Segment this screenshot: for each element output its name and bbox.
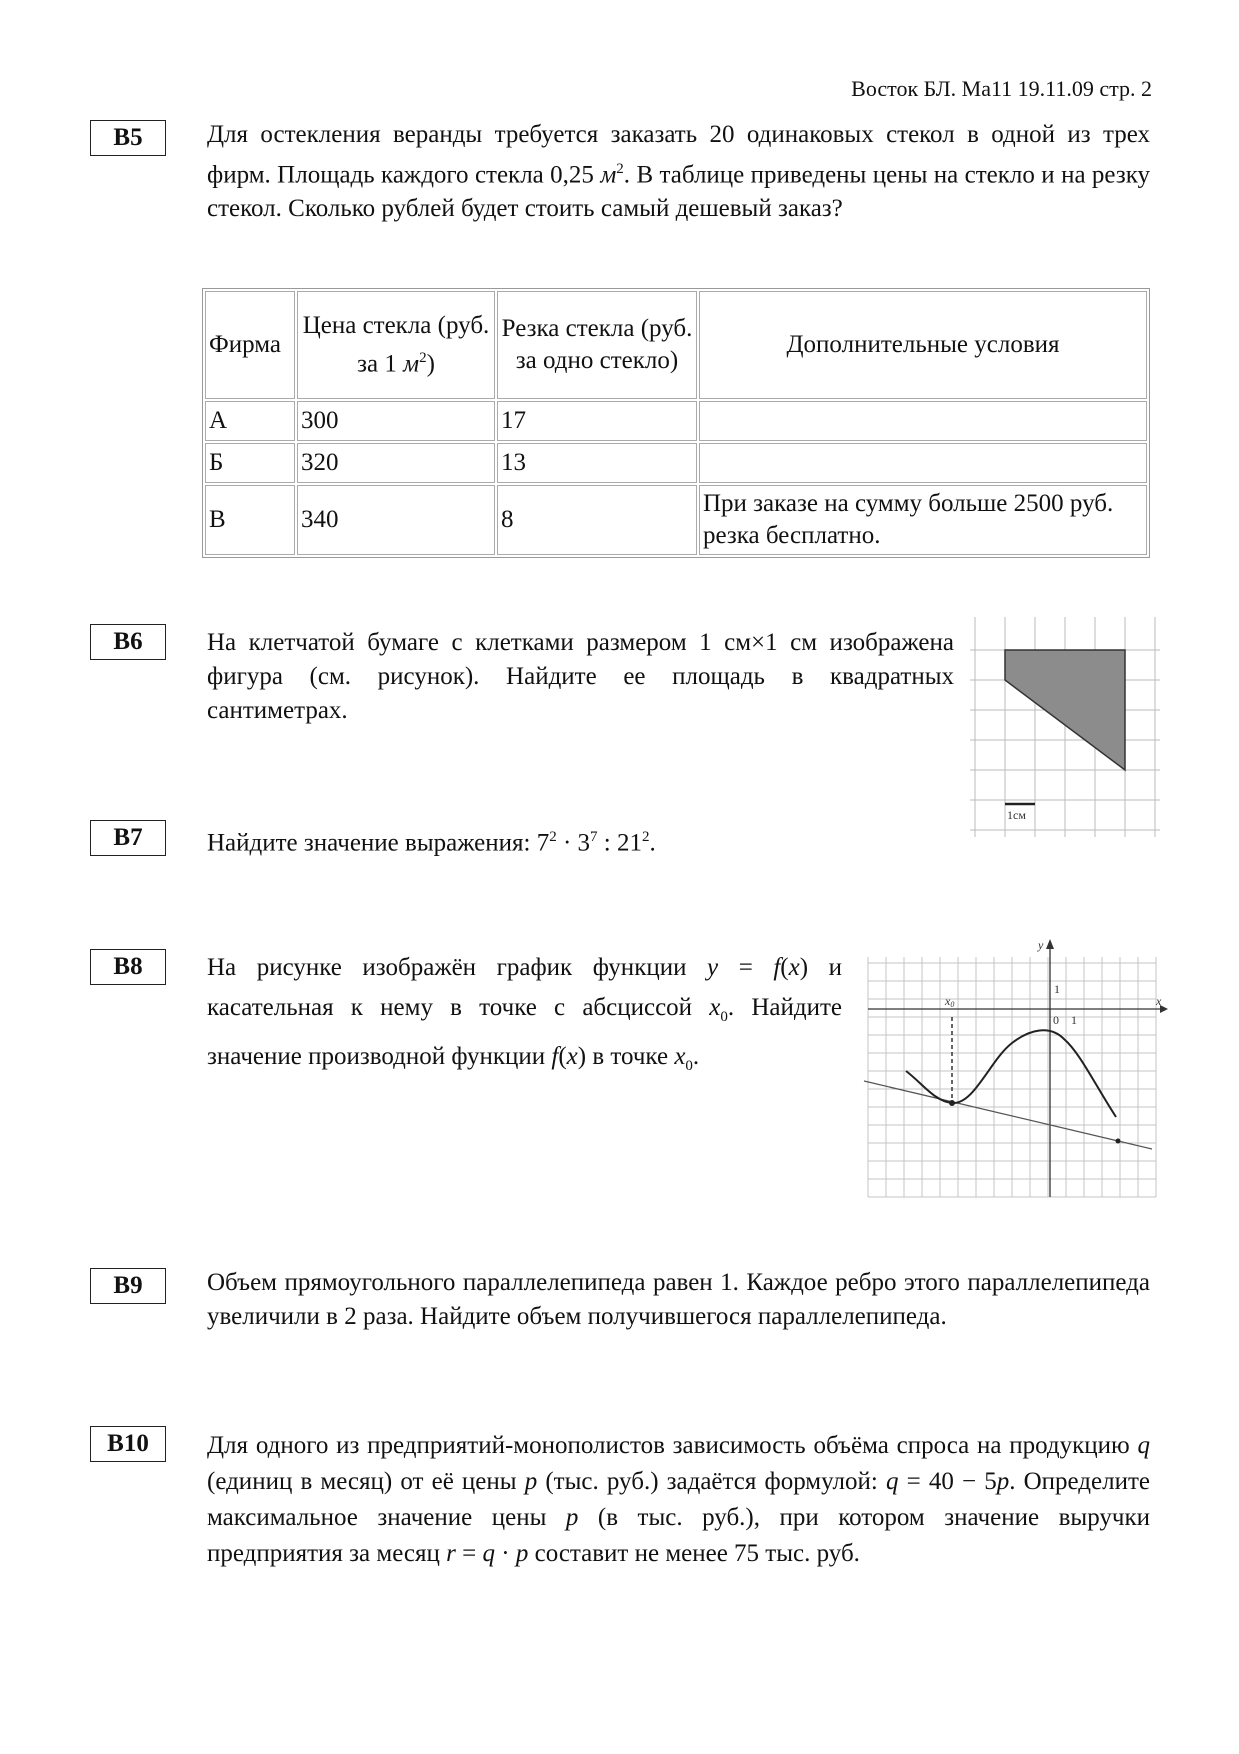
cell-firm: Б	[205, 443, 295, 483]
task-b6-text: На клетчатой бумаге с клетками размером 1 см×1 см изображена фигура (см. рисунок). Найдите ее площадь в квадратных сантиметрах.	[207, 629, 954, 724]
scale-label: 1см	[1007, 808, 1026, 822]
page-header: Восток БЛ. Ма11 19.11.09 стр. 2	[851, 76, 1152, 101]
cell-cutting: 17	[497, 401, 697, 441]
x-axis-label: x	[1156, 994, 1162, 1008]
tangent-point	[949, 1100, 955, 1106]
b6-grid-figure	[970, 617, 1160, 839]
cell-price: 320	[297, 443, 495, 483]
y-axis-arrow	[1046, 939, 1054, 949]
table-row	[205, 401, 1147, 441]
y-tick-one: 1	[1054, 982, 1060, 996]
x0-label: x0	[945, 994, 955, 1009]
task-b10-text: Для одного из предприятий-монополистов зависимость объёма спроса на продукцию q (единиц в месяц) от её цены p (тыс. руб.) задаётся формулой: q = 40 − 5p. Определите максимальное значение цены p (в тыс. руб.), при котором значение выручки предприятия за месяц r = q · p составит не менее 75 тыс. руб.	[207, 1432, 1150, 1567]
origin-label: 0	[1053, 1013, 1059, 1027]
b8-function-graph	[862, 935, 1168, 1205]
price-table	[202, 288, 1150, 558]
task-b9-text: Объем прямоугольного параллелепипеда равен 1. Каждое ребро этого параллелепипеда увеличили в 2 раза. Найдите объем получившегося параллелепипеда.	[207, 1269, 1150, 1330]
table-header-row	[205, 291, 1147, 399]
tangent-line	[864, 1081, 1152, 1149]
header-glass-price: Цена стекла (руб. за 1 $м^2$)	[297, 291, 495, 399]
task-b8-text: На рисунке изображён график функции y = f(x) и касательная к нему в точке с абсциссой $x_0$. Найдите значение производной функции f(x) в точке $x_0$.	[207, 954, 842, 1074]
cell-cutting: 8	[497, 485, 697, 555]
header-conditions: Дополнительные условия	[699, 291, 1147, 399]
cell-price: 300	[297, 401, 495, 441]
cell-firm: А	[205, 401, 295, 441]
cell-conditions	[699, 443, 1147, 483]
header-firm: Фирма	[205, 291, 295, 399]
task-label-b9: B9	[90, 1268, 166, 1304]
cell-cutting: 13	[497, 443, 697, 483]
grid-lines	[868, 957, 1156, 1197]
table-row	[205, 443, 1147, 483]
y-axis-label: y	[1038, 938, 1044, 952]
header-cutting: Резка стекла (руб. за одно стекло)	[497, 291, 697, 399]
task-label-b7: B7	[90, 820, 166, 856]
tangent-end-point	[1116, 1139, 1121, 1144]
x-tick-one: 1	[1071, 1013, 1077, 1027]
task-label-b8: B8	[90, 949, 166, 985]
task-b7-text: Найдите значение выражения: $7^2 \cdot 3^7$ : $21^2$.	[207, 829, 656, 857]
cell-conditions: При заказе на сумму больше 2500 руб. резка бесплатно.	[699, 485, 1147, 555]
table-row	[205, 485, 1147, 555]
cell-conditions	[699, 401, 1147, 441]
task-label-b5: B5	[90, 120, 166, 156]
cell-price: 340	[297, 485, 495, 555]
task-label-b10: B10	[90, 1426, 166, 1462]
task-b5-text: Для остекления веранды требуется заказать 20 одинаковых стекол в одной из трех фирм. Площадь каждого стекла 0,25 $м^2$. В таблице приведены цены на стекло и на резку стекол. Сколько рублей будет стоить самый дешевый заказ?	[207, 121, 1151, 223]
task-label-b6: B6	[90, 624, 166, 660]
cell-firm: В	[205, 485, 295, 555]
